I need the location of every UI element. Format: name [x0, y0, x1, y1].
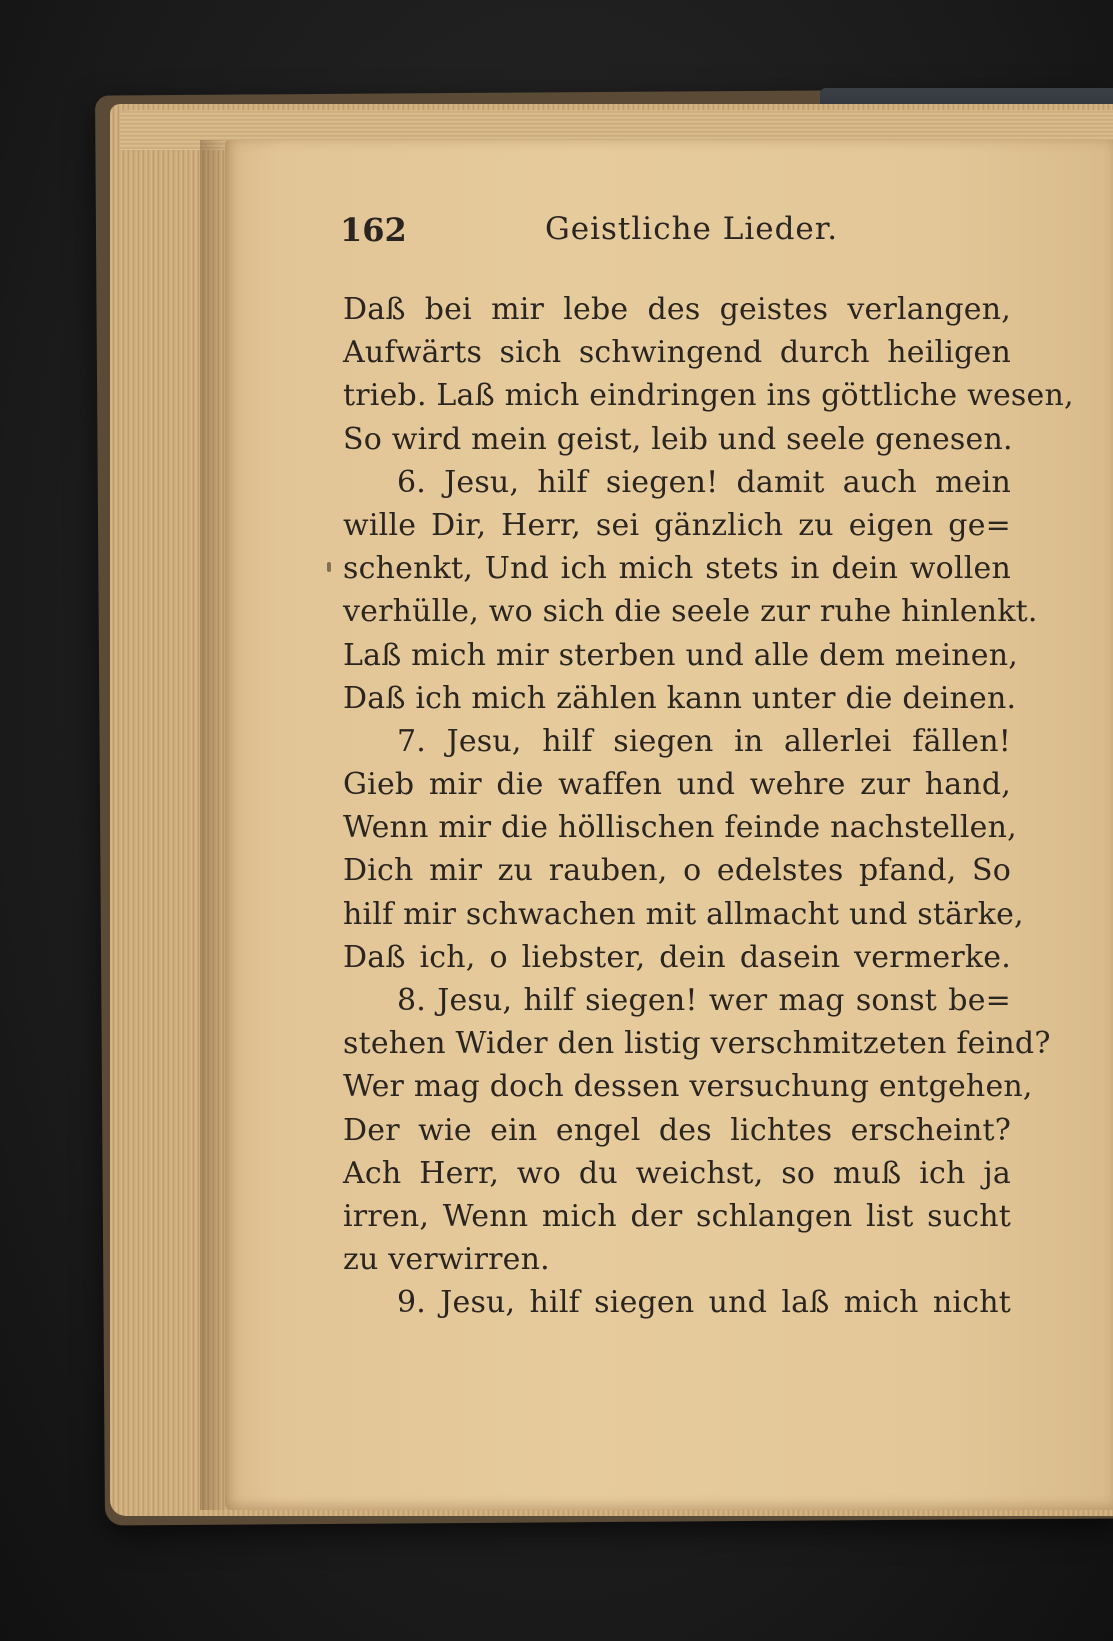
- text-line: irren, Wenn mich der schlangen list sucht: [343, 1198, 1011, 1234]
- text-line: verhülle, wo sich die seele zur ruhe hinlenkt.: [343, 594, 1038, 630]
- text-line: 7. Jesu, hilf siegen in allerlei fällen!: [397, 723, 1011, 759]
- text-line: zu verwirren.: [343, 1242, 550, 1278]
- text-line: Aufwärts sich schwingend durch heiligen: [343, 335, 1011, 371]
- hymn-text: [343, 288, 1074, 1325]
- text-line: So wird mein geist, leib und seele genesen.: [343, 421, 1013, 457]
- text-line: Laß mich mir sterben und alle dem meinen,: [343, 637, 1018, 673]
- ink-speck: [327, 562, 331, 572]
- text-line: trieb. Laß mich eindringen ins göttliche wesen,: [343, 378, 1074, 414]
- text-line: Ach Herr, wo du weichst, so muß ich ja: [343, 1155, 1011, 1191]
- text-line: 9. Jesu, hilf siegen und laß mich nicht: [397, 1285, 1011, 1321]
- text-line: Dich mir zu rauben, o edelstes pfand, So: [343, 853, 1011, 889]
- page-gutter-shadow: [200, 140, 230, 1510]
- page-number: 162: [340, 211, 407, 249]
- text-line: Der wie ein engel des lichtes erscheint?: [343, 1112, 1011, 1148]
- text-line: Daß ich mich zählen kann unter die deinen.: [343, 680, 1017, 716]
- text-line: Daß ich, o liebster, dein dasein vermerke.: [343, 939, 1011, 975]
- text-line: Daß bei mir lebe des geistes verlangen,: [343, 292, 1011, 327]
- text-line: wille Dir, Herr, sei gänzlich zu eigen ge=: [343, 507, 1011, 543]
- running-head: Geistliche Lieder.: [545, 211, 839, 247]
- text-line: Wer mag doch dessen versuchung entgehen,: [343, 1069, 1033, 1105]
- text-line: stehen Wider den listig verschmitzeten feind?: [343, 1026, 1051, 1062]
- text-line: 6. Jesu, hilf siegen! damit auch mein: [397, 464, 1011, 500]
- text-line: hilf mir schwachen mit allmacht und stärke,: [343, 896, 1024, 932]
- text-line: Wenn mir die höllischen feinde nachstellen,: [343, 810, 1017, 846]
- text-line: schenkt, Und ich mich stets in dein wollen: [343, 551, 1011, 587]
- page-header: [340, 205, 1040, 255]
- text-line: 8. Jesu, hilf siegen! wer mag sonst be=: [397, 983, 1011, 1018]
- text-line: Gieb mir die waffen und wehre zur hand,: [343, 767, 1011, 803]
